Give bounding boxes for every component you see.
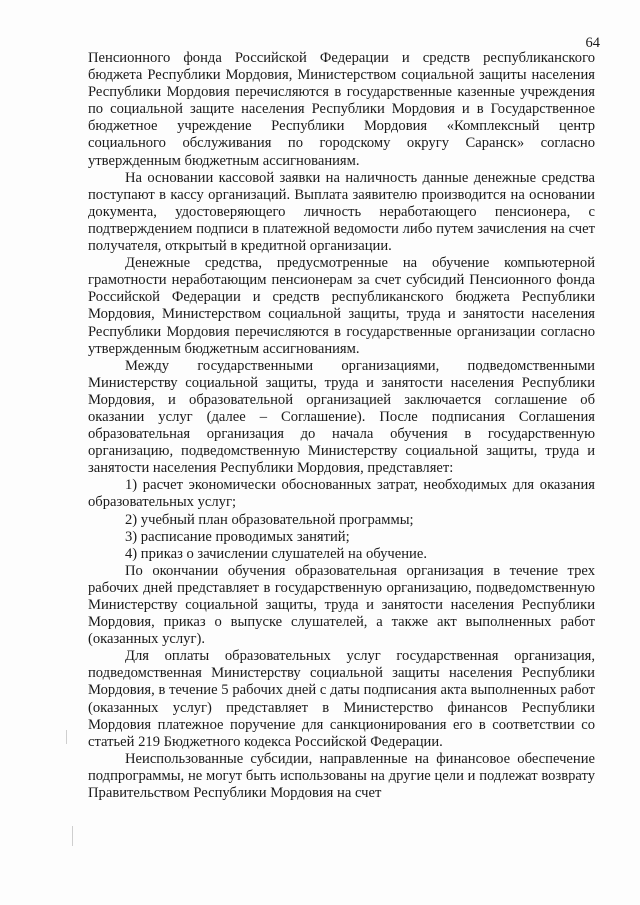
paragraph-unused-subsidies: Неиспользованные субсидии, направленные на финансовое обеспечение подпрограммы, не могут быть использованы на другие цели и подлежат возврату Правительством Республики Мордовия на счет: [88, 750, 595, 802]
list-item-cost-calculation: 1) расчет экономически обоснованных затрат, необходимых для оказания образовательных услуг;: [88, 477, 595, 511]
paragraph-payment: Для оплаты образовательных услуг государственная организация, подведомственная Министерству социальной защиты населения Республики Мордовия, в течение 5 рабочих дней с даты подписания акта выполненных работ (оказанных услуг) представляет в Министерство финансов Республики Мордовия платежное поручение для санкционирования его в соответствии со статьей 219 Бюджетного кодекса Российской Федерации.: [88, 648, 595, 750]
scan-margin-mark: [66, 730, 67, 744]
list-item-enrollment-order: 4) приказ о зачислении слушателей на обучение.: [125, 545, 427, 562]
paragraph-computer-literacy-funds: Денежные средства, предусмотренные на обучение компьютерной грамотности неработающим пенсионерам за счет субсидий Пенсионного фонда Российской Федерации и средств республиканского бюджета Республики Мордовия, Министерством социальной защиты, труда и занятости населения Республики Мордовия перечисляются в государственные организации согласно утвержденным бюджетным ассигнованиям.: [88, 255, 595, 357]
list-item-schedule: 3) расписание проводимых занятий;: [125, 528, 350, 545]
document-body: [88, 50, 595, 802]
scan-margin-mark: [72, 826, 73, 846]
page-number: 64: [585, 35, 600, 51]
paragraph-cash-request: На основании кассовой заявки на наличность данные денежные средства поступают в кассу организаций. Выплата заявителю производится на основании документа, удостоверяющего личность неработающего пенсионера, с подтверждением подписи в платежной ведомости либо путем зачисления на счет получателя, открытый в кредитной организации.: [88, 169, 595, 255]
paragraph-training-completion: По окончании обучения образовательная организация в течение трех рабочих дней представляет в государственную организацию, подведомственную Министерству социальной защиты, труда и занятости населения Республики Мордовия, приказ о выпуске слушателей, а также акт выполненных работ (оказанных услуг).: [88, 562, 595, 648]
paragraph-agreement: Между государственными организациями, подведомственными Министерству социальной защиты, труда и занятости населения Республики Мордовия, и образовательной организацией заключается соглашение об оказании услуг (далее – Соглашение). После подписания Соглашения образовательная организация до начала обучения в государственную организацию, подведомственную Министерству социальной защиты, труда и занятости населения Республики Мордовия, представляет:: [88, 357, 595, 477]
list-item-curriculum: 2) учебный план образовательной программы;: [125, 511, 414, 528]
paragraph-continuation: Пенсионного фонда Российской Федерации и средств республиканского бюджета Республики Мордовия, Министерством социальной защиты населения Республики Мордовия перечисляются в государственные казенные учреждения по социальной защите населения Республики Мордовия и в Государственное бюджетное учреждение Республики Мордовия «Комплексный центр социального обслуживания по городскому округу Саранск» согласно утвержденным бюджетным ассигнованиям.: [88, 50, 595, 169]
